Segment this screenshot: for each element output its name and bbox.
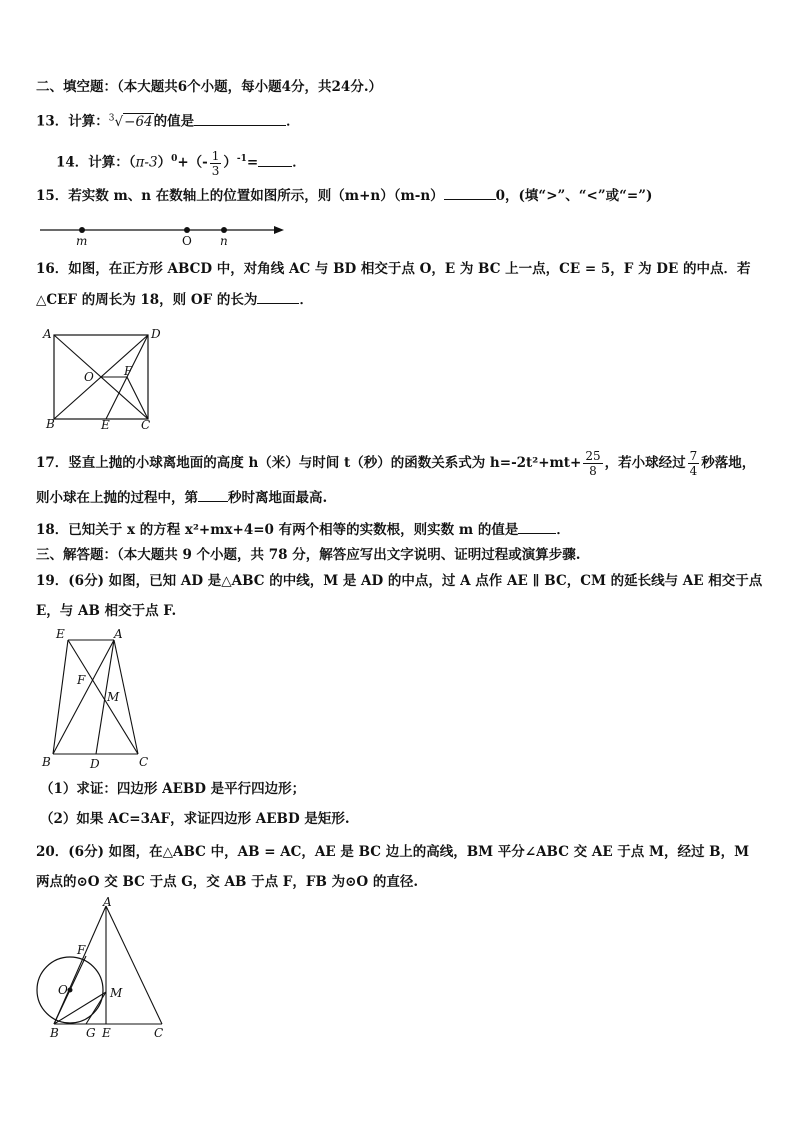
number-line-figure bbox=[40, 218, 290, 248]
section-3-heading: 三、解答题：（本大题共 9 个小题，共 78 分，解答应写出文字说明、证明过程或演算步骤. bbox=[36, 547, 581, 563]
point-n-dot bbox=[221, 227, 227, 233]
label-b: B bbox=[46, 417, 55, 431]
q17-text-b: ，若小球经过 bbox=[604, 455, 686, 471]
label-g: G bbox=[86, 1026, 96, 1040]
q18-answer-blank[interactable] bbox=[518, 520, 556, 534]
label-e: E bbox=[102, 1026, 111, 1040]
q17-text-a: 17．竖直上抛的小球离地面的高度 h（米）与时间 t（秒）的函数关系式为 h=-2t²+mt+ bbox=[36, 455, 582, 471]
point-o-dot bbox=[184, 227, 190, 233]
question-16-line1: 16．如图，在正方形 ABCD 中，对角线 AC 与 BD 相交于点 O，E 为 BC 上一点，CE = 5，F 为 DE 的中点．若 bbox=[36, 261, 751, 277]
q16-answer-blank[interactable] bbox=[257, 290, 299, 304]
q17-line2-a: 则小球在上抛的过程中，第 bbox=[36, 490, 198, 506]
segment-ac bbox=[106, 906, 162, 1024]
question-17-line2 bbox=[36, 488, 327, 507]
question-19-line1: 19．(6分) 如图，已知 AD 是△ABC 的中线，M 是 AD 的中点，过 A 点作 AE ∥ BC，CM 的延长线与 AE 相交于点 bbox=[36, 573, 763, 589]
q14-pi-term: π-3 bbox=[135, 154, 158, 171]
label-m: M bbox=[107, 690, 120, 704]
q14-prefix: 14．计算：（ bbox=[56, 154, 136, 171]
q14-answer-blank[interactable] bbox=[258, 153, 292, 167]
q13-suffix: 的值是 bbox=[153, 113, 195, 130]
q13-answer-blank[interactable] bbox=[194, 112, 286, 126]
q18-text: 18．已知关于 x 的方程 x²+mx+4=0 有两个相等的实数根，则实数 m 的值是 bbox=[36, 522, 519, 538]
label-e: E bbox=[101, 418, 110, 432]
label-d: D bbox=[151, 327, 161, 341]
label-b: B bbox=[42, 755, 51, 769]
q17-fraction-1 bbox=[583, 449, 602, 478]
question-18: 18．已知关于 x 的方程 x²+mx+4=0 有两个相等的实数根，则实数 m 的值是 ． bbox=[36, 522, 570, 538]
number-line-arrow bbox=[274, 226, 284, 234]
label-d: D bbox=[90, 757, 100, 771]
label-o: O bbox=[182, 234, 192, 248]
q15-tail: 0，(填“>”、“<”或“=”) bbox=[495, 188, 653, 204]
section-2-heading: 二、填空题：（本大题共6个小题，每小题4分，共24分.） bbox=[36, 79, 383, 95]
question-20-line2: 两点的⊙O 交 BC 于点 G，交 AB 于点 F，FB 为⊙O 的直径. bbox=[36, 874, 419, 890]
q17-fraction-2 bbox=[688, 449, 700, 478]
q14-close: ） bbox=[223, 154, 237, 171]
label-m: M bbox=[110, 986, 123, 1000]
q13-radicand: −64 bbox=[124, 113, 153, 130]
question-19-part1: （1）求证：四边形 AEBD 是平行四边形； bbox=[40, 781, 306, 797]
label-o: O bbox=[84, 370, 94, 384]
label-f: F bbox=[124, 364, 133, 378]
label-f: F bbox=[77, 943, 86, 957]
point-m-dot bbox=[79, 227, 85, 233]
q13-prefix: 13．计算： bbox=[36, 113, 109, 130]
q14-fraction bbox=[210, 149, 222, 178]
circle-triangle-figure bbox=[30, 896, 180, 1046]
q14-exp-neg: -1 bbox=[236, 154, 247, 164]
q17-f1-den: 8 bbox=[589, 464, 597, 478]
q13-root-index: 3 bbox=[108, 113, 115, 123]
question-15 bbox=[36, 186, 652, 205]
label-e: E bbox=[56, 627, 65, 641]
segment-gm bbox=[86, 992, 106, 1024]
q13-radical: $^3$√−64 bbox=[108, 113, 153, 130]
label-c: C bbox=[154, 1026, 164, 1040]
question-19-line2: E，与 AB 相交于点 F. bbox=[36, 603, 177, 619]
q14-eq: = bbox=[246, 154, 259, 171]
question-17-line1 bbox=[36, 448, 755, 478]
q14-plus: +（- bbox=[177, 154, 208, 171]
q17-f2-num: 7 bbox=[689, 449, 698, 463]
label-m: m bbox=[76, 234, 88, 248]
question-13: 13．计算：$^3$√−64的值是 ． bbox=[36, 113, 300, 130]
trapezoid-figure bbox=[40, 626, 170, 776]
label-f: F bbox=[77, 673, 86, 687]
question-19-part2: （2）如果 AC=3AF，求证四边形 AEBD 是矩形. bbox=[40, 811, 350, 827]
segment-ec bbox=[68, 640, 138, 754]
segment-fc bbox=[127, 377, 148, 419]
center-o-dot bbox=[68, 988, 73, 993]
q14-exp-zero: 0 bbox=[171, 154, 178, 164]
q16-line2-text: △CEF 的周长为 18，则 OF 的长为 bbox=[36, 292, 258, 308]
question-16-line2: △CEF 的周长为 18，则 OF 的长为 ． bbox=[36, 292, 313, 308]
q15-text: 15．若实数 m、n 在数轴上的位置如图所示，则（m+n）（m-n） bbox=[36, 188, 444, 204]
label-a: A bbox=[114, 627, 123, 641]
q17-f1-num: 25 bbox=[585, 449, 601, 463]
square-figure bbox=[40, 325, 160, 435]
label-a: A bbox=[103, 895, 112, 909]
label-o: O bbox=[58, 983, 68, 997]
q17-f2-den: 4 bbox=[689, 464, 698, 478]
q17-answer-blank[interactable] bbox=[198, 488, 228, 502]
q14-frac-num: 1 bbox=[211, 148, 220, 163]
label-b: B bbox=[50, 1026, 59, 1040]
question-20-line1: 20．(6分) 如图，在△ABC 中，AB = AC，AE 是 BC 边上的高线，BM 平分∠ABC 交 AE 于点 M，经过 B，M bbox=[36, 844, 750, 860]
question-14: 14．计算：$(\pi-3)^0+(-$ $\frac{1}{3}$ ）$^{-1}$= ． bbox=[56, 148, 306, 178]
label-c: C bbox=[139, 755, 149, 769]
label-n: n bbox=[220, 234, 228, 248]
q17-text-c: 秒落地， bbox=[701, 455, 756, 471]
label-c: C bbox=[141, 418, 151, 432]
q17-line2-b: 秒时离地面最高. bbox=[228, 490, 328, 506]
q15-answer-blank[interactable] bbox=[444, 186, 496, 200]
label-a: A bbox=[43, 327, 52, 341]
segment-eb bbox=[53, 640, 68, 754]
q14-frac-den: 3 bbox=[211, 163, 220, 178]
